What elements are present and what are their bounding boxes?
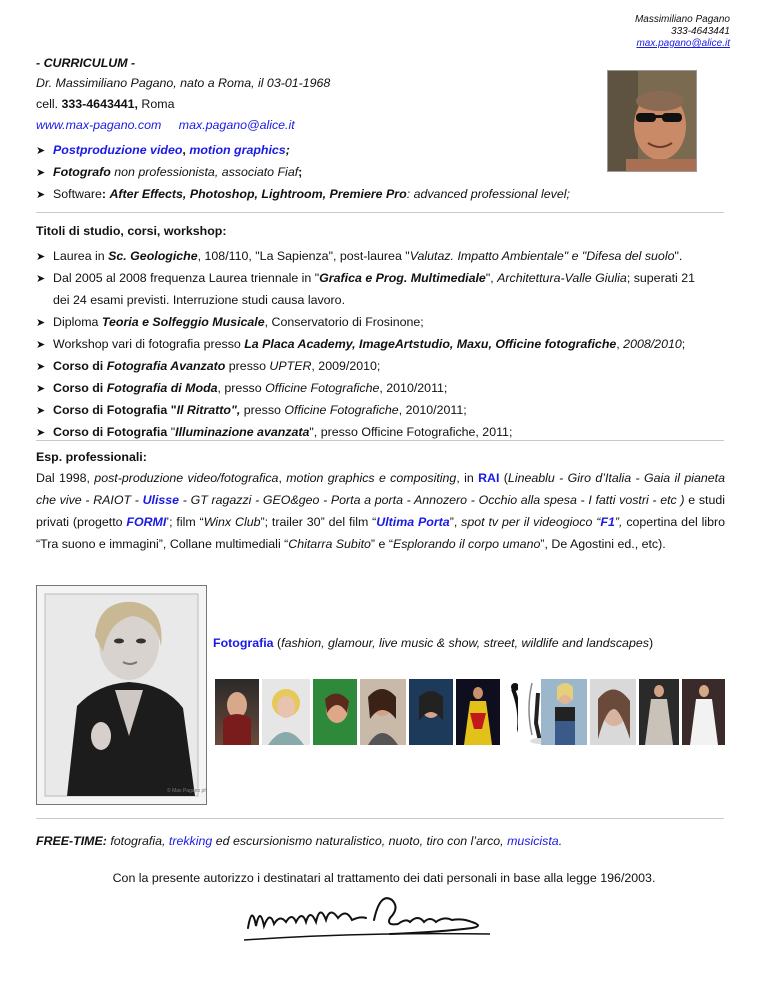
study-item-continuation: dei 24 esami previsti. Interruzione studi causa lavoro. xyxy=(53,293,346,307)
bullet-arrow-icon: ➤ xyxy=(36,251,46,263)
header-phone: 333-4643441 xyxy=(671,26,730,37)
thumbnail-photo[interactable] xyxy=(541,679,587,745)
bullet-arrow-icon: ➤ xyxy=(36,273,46,285)
thumbnail-photo[interactable] xyxy=(313,679,357,745)
skill-item-postproduction: ➤ Postproduzione video, motion graphics; xyxy=(36,140,290,162)
thumbnail-photo[interactable] xyxy=(590,679,636,745)
website-link[interactable]: www.max-pagano.com xyxy=(36,118,162,132)
section-divider xyxy=(36,818,724,819)
study-item: ➤ Diploma Teoria e Solfeggio Musicale, Conservatorio di Frosinone; xyxy=(36,312,424,334)
thumbnail-photo[interactable] xyxy=(262,679,310,745)
cell-label: cell. xyxy=(36,97,62,111)
thumbnail-photo[interactable] xyxy=(456,679,500,745)
study-item: ➤ Corso di Fotografia Avanzato presso UPTER, 2009/2010; xyxy=(36,356,380,378)
header-email-link[interactable]: max.pagano@alice.it xyxy=(636,38,730,49)
freetime-line: FREE-TIME: fotografia, trekking ed escursionismo naturalistico, nuoto, tiro con l’arco, musicista. xyxy=(36,834,563,848)
cell-number: 333-4643441, xyxy=(61,97,138,111)
web-line xyxy=(36,115,295,136)
skill-item-photographer: ➤ Fotografo non professionista, associato Fiaf; xyxy=(36,162,302,184)
study-item: ➤ Workshop vari di fotografia presso La Placa Academy, ImageArtstudio, Maxu, Officine fotografiche, 2008/2010; xyxy=(36,334,685,356)
contact-header xyxy=(635,14,730,50)
section-divider xyxy=(36,440,724,441)
bullet-arrow-icon: ➤ xyxy=(36,317,46,329)
signature xyxy=(240,888,500,944)
page-title: - CURRICULUM - xyxy=(36,56,136,70)
bullet-arrow-icon: ➤ xyxy=(36,167,46,179)
fashion-photo xyxy=(36,585,207,805)
bullet-arrow-icon: ➤ xyxy=(36,189,46,201)
section-divider xyxy=(36,212,724,213)
experience-heading: Esp. professionali: xyxy=(36,450,147,464)
study-item: ➤ Corso di Fotografia "Illuminazione avanzata", presso Officine Fotografiche, 2011; xyxy=(36,422,512,444)
study-item: ➤ Corso di Fotografia "Il Ritratto", presso Officine Fotografiche, 2010/2011; xyxy=(36,400,467,422)
bullet-arrow-icon: ➤ xyxy=(36,383,46,395)
skill-item-software: ➤ Software: After Effects, Photoshop, Lightroom, Premiere Pro: advanced professional level; xyxy=(36,184,570,206)
study-item: ➤ Corso di Fotografia di Moda, presso Officine Fotografiche, 2010/2011; xyxy=(36,378,447,400)
bullet-arrow-icon: ➤ xyxy=(36,405,46,417)
cell-city: Roma xyxy=(137,97,175,111)
studies-heading: Titoli di studio, corsi, workshop: xyxy=(36,224,227,238)
intro-email-link[interactable]: max.pagano@alice.it xyxy=(178,118,295,132)
photo-thumbnail-strip xyxy=(215,679,725,745)
privacy-consent: Con la presente autorizzo i destinatari al trattamento dei dati personali in base alla legge 196/2003. xyxy=(112,871,656,885)
portrait-photo xyxy=(607,70,697,172)
bullet-arrow-icon: ➤ xyxy=(36,145,46,157)
thumbnail-photo[interactable] xyxy=(215,679,259,745)
bullet-arrow-icon: ➤ xyxy=(36,339,46,351)
photo-watermark: © Max Pagano ph xyxy=(167,788,206,794)
thumbnail-photo[interactable] xyxy=(360,679,406,745)
thumbnail-photo[interactable] xyxy=(639,679,679,745)
study-item: ➤ Dal 2005 al 2008 frequenza Laurea triennale in "Grafica e Prog. Multimediale", Architettura-Valle Giulia; superati 21 xyxy=(36,268,695,290)
bullet-arrow-icon: ➤ xyxy=(36,427,46,439)
experience-paragraph: Dal 1998, post-produzione video/fotografica, motion graphics e compositing, in RAI (Lineablu - Giro d’Italia - Gaia il pianeta che vive - RAIOT - Ulisse - GT ragazzi - GEO&geo - Porta a porta - Annozero - Occhio alla spesa - I fatti vostri - etc ) e studi privati (progetto FORMI’; film “Winx Club”; trailer 30” del film “Ultima Porta”, spot tv per il videogioco “F1”, copertina del libro “Tra suono e immagini”, Collane multimediali “Chitarra Subito” e “Esplorando il corpo umano”, De Agostini ed., etc). xyxy=(36,471,726,551)
photography-caption: Fotografia (fashion, glamour, live music & show, street, wildlife and landscapes) xyxy=(213,636,654,650)
header-name: Massimiliano Pagano xyxy=(634,14,730,25)
cell-line xyxy=(36,94,174,115)
thumbnail-photo[interactable] xyxy=(682,679,725,745)
intro-line: Dr. Massimiliano Pagano, nato a Roma, il 03-01-1968 xyxy=(36,76,331,90)
thumbnail-photo[interactable] xyxy=(409,679,453,745)
study-item: ➤ Laurea in Sc. Geologiche, 108/110, "La Sapienza", post-laurea "Valutaz. Impatto Ambientale" e "Difesa del suolo". xyxy=(36,246,682,268)
bullet-arrow-icon: ➤ xyxy=(36,361,46,373)
